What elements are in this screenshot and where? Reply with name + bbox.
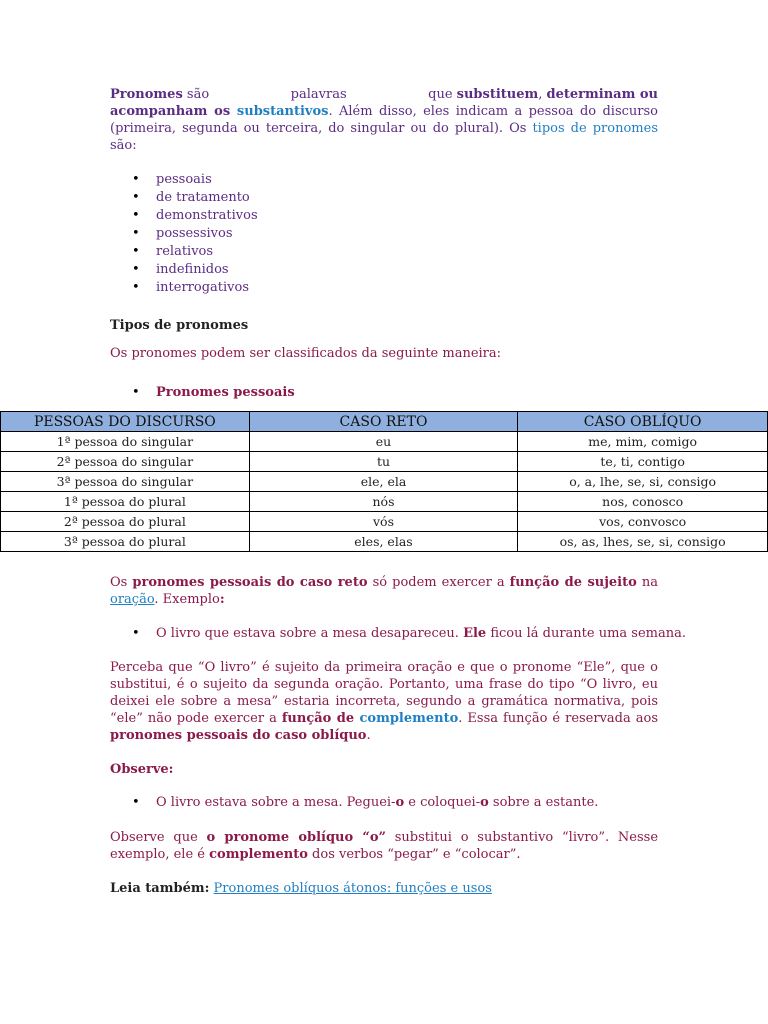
term-caso-reto: pronomes pessoais do caso reto [132, 575, 368, 590]
table-cell: tu [249, 452, 518, 472]
term-complemento: complemento [209, 847, 308, 862]
see-also-label: Leia também: [110, 881, 210, 896]
table-cell: o, a, lhe, se, si, consigo [518, 472, 768, 492]
text: O livro que estava sobre a mesa desapareceu. [156, 626, 464, 641]
text: ficou lá durante uma semana. [486, 626, 687, 641]
table-cell: os, as, lhes, se, si, consigo [518, 532, 768, 552]
table-cell: 1ª pessoa do singular [1, 432, 250, 452]
list-item [132, 794, 598, 812]
section-heading: Tipos de pronomes [110, 318, 249, 333]
term-o: o [395, 795, 405, 810]
list-item: • relativos [132, 243, 258, 261]
text: substitui o substantivo “livro”. Nesse exemplo, ele é [110, 830, 659, 862]
term-pronomes: Pronomes [110, 87, 183, 102]
table-cell: 1ª pessoa do plural [1, 492, 250, 512]
list-item: • indefinidos [132, 261, 258, 279]
term-substantivos: substantivos [236, 104, 329, 119]
term-caso-obliquo: pronomes pessoais do caso oblíquo [110, 728, 367, 743]
header-pessoas: PESSOAS DO DISCURSO [1, 412, 250, 432]
personal-bullet-list [132, 384, 295, 402]
term-funcao-sujeito: função de sujeito [509, 575, 637, 590]
text: sobre a estante. [488, 795, 599, 810]
example-list-1 [132, 625, 686, 643]
intro-rest [110, 103, 658, 154]
list-item: • de tratamento [132, 189, 258, 207]
oracao-link[interactable]: oração [110, 592, 155, 607]
caso-reto-paragraph [110, 574, 658, 608]
explanation-paragraph [110, 659, 658, 744]
text: . Exemplo [154, 592, 220, 607]
text: são [182, 87, 210, 102]
table-header-row [1, 412, 768, 432]
term-determinam: determinam ou [546, 87, 658, 102]
list-item: • demonstrativos [132, 207, 258, 225]
text: Os [110, 575, 133, 590]
text: , [538, 87, 547, 102]
text: palavras [290, 87, 347, 102]
term-funcao: função de [281, 711, 360, 726]
text: Observe que [110, 830, 207, 845]
term-o: o [480, 795, 489, 810]
list-item: • interrogativos [132, 279, 258, 297]
table-row [1, 492, 768, 512]
table-row [1, 532, 768, 552]
text: Perceba que “O livro” é sujeito da primeira oração e que o pronome “Ele”, que o substitui, é o sujeito da segunda oração. Portanto, uma frase do tipo “O livro, eu deixei ele sobre a mesa” estaria incorreta, segundo a gramática normativa, pois “ele” não pode exercer a [110, 660, 658, 726]
text: . Além disso, eles indicam a pessoa do discurso (primeira, segunda ou terceira, do singular ou do plural). Os [110, 104, 658, 136]
text: e coloquei- [404, 795, 481, 810]
table-cell: eu [249, 432, 518, 452]
text: : [219, 592, 225, 607]
see-also-link[interactable]: Pronomes oblíquos átonos: funções e usos [213, 881, 492, 896]
intro-line-1 [110, 86, 658, 103]
list-item: • possessivos [132, 225, 258, 243]
table-cell: nós [249, 492, 518, 512]
term-acompanham: acompanham os [110, 104, 237, 119]
table-cell: eles, elas [249, 532, 518, 552]
classification-text: Os pronomes podem ser classificados da seguinte maneira: [110, 346, 502, 361]
table-row [1, 432, 768, 452]
table-cell: vós [249, 512, 518, 532]
term-ele: Ele [463, 626, 487, 641]
list-item [132, 625, 686, 643]
list-item: • pessoais [132, 171, 258, 189]
tipos-link[interactable]: tipos de pronomes [532, 121, 658, 136]
table-cell: 3ª pessoa do singular [1, 472, 250, 492]
term-complemento: complemento [359, 711, 459, 726]
text: O livro estava sobre a mesa. Peguei- [156, 795, 396, 810]
term-substituem: substituem [456, 87, 539, 102]
text: que [428, 87, 457, 102]
table-cell: nos, conosco [518, 492, 768, 512]
intro-paragraph [110, 86, 658, 154]
see-also [110, 880, 658, 897]
pronoun-types-list [132, 171, 258, 297]
text: na [636, 575, 658, 590]
table-cell: ele, ela [249, 472, 518, 492]
text: . Essa função é reservada aos [458, 711, 659, 726]
list-item [132, 384, 295, 402]
table-cell: me, mim, comigo [518, 432, 768, 452]
term-pronome-obliquo: o pronome oblíquo “o” [206, 830, 386, 845]
text: dos verbos “pegar” e “colocar”. [307, 847, 521, 862]
observe-heading [110, 761, 658, 778]
personal-pronouns-label: Pronomes pessoais [156, 385, 295, 400]
text: são: [110, 138, 137, 153]
table-cell: vos, convosco [518, 512, 768, 532]
table-cell: 2ª pessoa do plural [1, 512, 250, 532]
table-cell: 3ª pessoa do plural [1, 532, 250, 552]
header-caso-obliquo: CASO OBLÍQUO [518, 412, 768, 432]
table-row [1, 512, 768, 532]
table-cell: 2ª pessoa do singular [1, 452, 250, 472]
text: só podem exercer a [367, 575, 510, 590]
table-row [1, 472, 768, 492]
table-cell: te, ti, contigo [518, 452, 768, 472]
text: . [366, 728, 371, 743]
table-row [1, 452, 768, 472]
example-list-2 [132, 794, 598, 812]
obliquo-paragraph [110, 829, 658, 863]
header-caso-reto: CASO RETO [249, 412, 518, 432]
personal-pronouns-table [0, 411, 768, 552]
text: Observe: [110, 762, 174, 777]
